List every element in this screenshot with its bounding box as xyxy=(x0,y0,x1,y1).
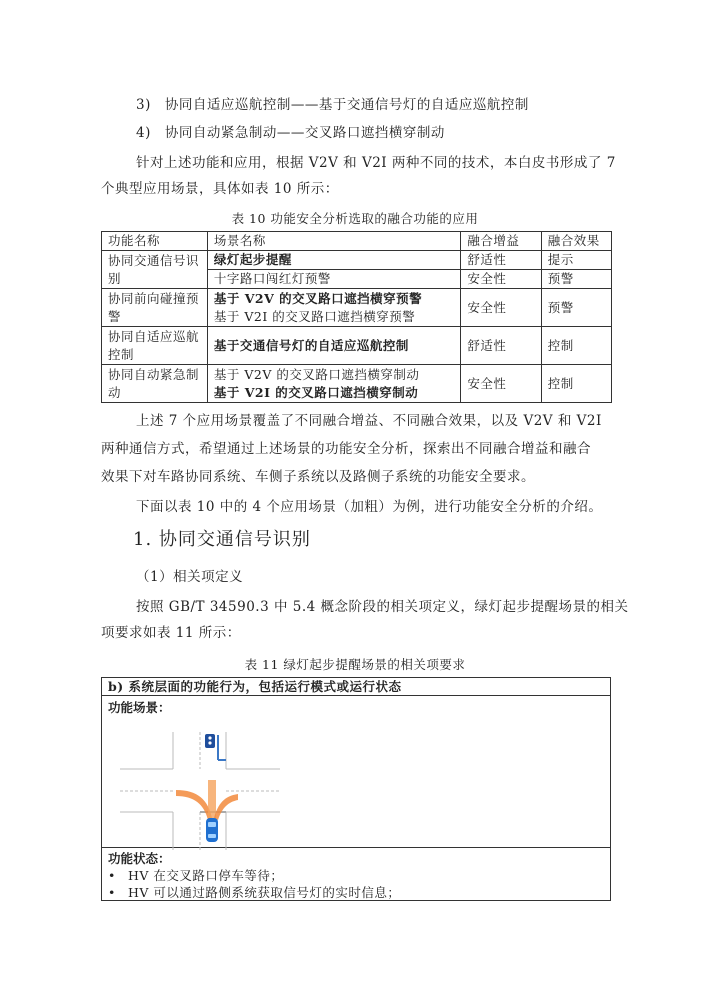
table-row xyxy=(102,365,612,403)
list-item-4: 4) 协同自动紧急制动——交叉路口遮挡横穿制动 xyxy=(136,125,445,141)
table-header-row xyxy=(102,232,612,251)
header-cell: 融合增益 xyxy=(461,232,541,251)
table-10 xyxy=(101,231,612,403)
scene-line: 基于 V2I 的交叉路口遮挡横穿预警 xyxy=(213,308,416,324)
gain-cell: 舒适性 xyxy=(461,251,541,270)
function-name-cell: 协同前向碰撞预警 xyxy=(102,289,208,327)
traffic-light-lamp xyxy=(208,736,211,739)
function-scene-area xyxy=(102,696,610,848)
table-11 xyxy=(101,677,611,901)
table-row xyxy=(102,327,612,365)
trajectory-left-arrow xyxy=(176,790,212,820)
scene-cell: 基于交通信号灯的自适应巡航控制 xyxy=(207,327,460,365)
effect-cell: 预警 xyxy=(541,289,611,327)
table-10-caption: 表 10 功能安全分析选取的融合功能的应用 xyxy=(231,211,479,226)
vehicle-rear-window xyxy=(208,834,216,838)
function-status-area xyxy=(102,848,610,900)
paragraph-line: 两种通信方式，希望通过上述场景的功能安全分析，探索出不同融合增益和融合 xyxy=(101,441,591,457)
bullet-icon: • xyxy=(108,868,116,883)
section-heading: 1. 协同交通信号识别 xyxy=(133,529,311,550)
bullet-icon: • xyxy=(108,885,116,900)
list-item-3: 3) 协同自适应巡航控制——基于交通信号灯的自适应巡航控制 xyxy=(136,97,529,113)
table-row xyxy=(102,251,612,270)
intersection-diagram xyxy=(120,730,280,850)
gain-cell: 舒适性 xyxy=(461,327,541,365)
scene-cell xyxy=(207,289,460,327)
header-cell: 功能名称 xyxy=(102,232,208,251)
scene-line: 基于 V2I 的交叉路口遮挡横穿制动 xyxy=(213,384,419,400)
effect-cell: 预警 xyxy=(541,270,611,289)
paragraph-line: 针对上述功能和应用，根据 V2V 和 V2I 两种不同的技术，本白皮书形成了 7 xyxy=(136,155,616,171)
function-scene-label: 功能场景： xyxy=(108,700,171,715)
list-item xyxy=(108,883,400,901)
paragraph-line: 下面以表 10 中的 4 个应用场景（加粗）为例，进行功能安全分析的介绍。 xyxy=(136,499,603,515)
function-name-cell: 协同交通信号识别 xyxy=(102,251,208,289)
table-11-header: b) 系统层面的功能行为，包括运行模式或运行状态 xyxy=(102,678,610,696)
subsection-title: （1）相关项定义 xyxy=(136,569,244,585)
list-item xyxy=(108,866,283,884)
vehicle-windshield xyxy=(208,822,216,827)
paragraph-line: 效果下对车路协同系统、车侧子系统以及路侧子系统的功能安全要求。 xyxy=(101,469,535,485)
effect-cell: 控制 xyxy=(541,365,611,403)
traffic-light-lamp xyxy=(208,741,211,744)
paragraph-line: 项要求如表 11 所示： xyxy=(101,625,241,641)
bullet-text: HV 可以通过路侧系统获取信号灯的实时信息； xyxy=(128,885,401,900)
header-cell: 场景名称 xyxy=(207,232,460,251)
scene-cell: 十字路口闯红灯预警 xyxy=(207,270,460,289)
paragraph-line: 按照 GB/T 34590.3 中 5.4 概念阶段的相关项定义，绿灯起步提醒场景的相关 xyxy=(136,599,629,615)
paragraph-line: 个典型应用场景，具体如表 10 所示： xyxy=(101,181,339,197)
host-vehicle-icon xyxy=(206,818,218,842)
table-row xyxy=(102,289,612,327)
scene-cell: 绿灯起步提醒 xyxy=(207,251,460,270)
effect-cell: 控制 xyxy=(541,327,611,365)
gain-cell: 安全性 xyxy=(461,365,541,403)
function-name-cell: 协同自适应巡航控制 xyxy=(102,327,208,365)
gain-cell: 安全性 xyxy=(461,289,541,327)
effect-cell: 提示 xyxy=(541,251,611,270)
traffic-light-icon xyxy=(205,734,215,748)
trajectory-straight-arrow xyxy=(208,780,216,818)
gain-cell: 安全性 xyxy=(461,270,541,289)
bullet-text: HV 在交叉路口停车等待； xyxy=(128,868,284,883)
paragraph-line: 上述 7 个应用场景覆盖了不同融合增益、不同融合效果，以及 V2V 和 V2I xyxy=(136,413,602,429)
function-name-cell: 协同自动紧急制动 xyxy=(102,365,208,403)
scene-cell xyxy=(207,365,460,403)
function-status-label: 功能状态： xyxy=(108,851,171,866)
table-11-caption: 表 11 绿灯起步提醒场景的相关项要求 xyxy=(244,657,466,672)
scene-line: 基于 V2V 的交叉路口遮挡横穿制动 xyxy=(213,366,420,382)
scene-line: 基于 V2V 的交叉路口遮挡横穿预警 xyxy=(213,290,423,306)
header-cell: 融合效果 xyxy=(541,232,611,251)
